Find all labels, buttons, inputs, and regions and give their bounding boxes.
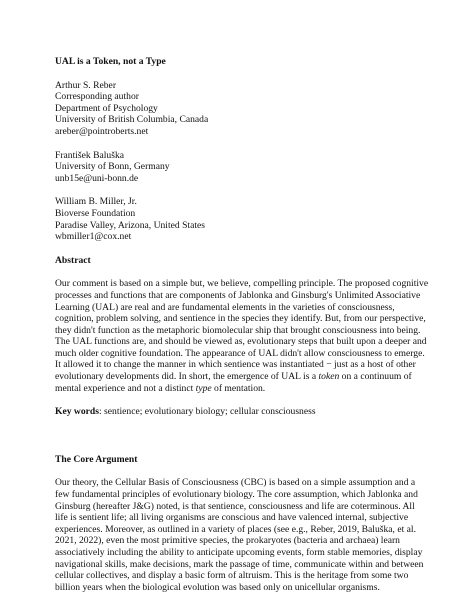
author-affiliation: University of Bonn, Germany — [55, 161, 170, 173]
abstract-line — [55, 371, 425, 383]
author-affiliation: Bioverse Foundation — [55, 207, 136, 219]
keywords-text: : sentience; evolutionary biology; cellular consciousness — [98, 406, 316, 418]
body-line: few fundamental principles of evolutionary biology. The core assumption, which Jablonka and — [55, 489, 418, 501]
abstract-line: The UAL functions are, and should be viewed as, evolutionary steps that built upon a deeper and — [55, 336, 427, 348]
core-argument-heading: The Core Argument — [55, 453, 138, 465]
author-name: William B. Miller, Jr. — [55, 196, 137, 208]
body-line: cellular collectives, and display a basic form of altruism. This is the heritage from some two — [55, 570, 409, 582]
emphasis-type: type — [195, 382, 212, 394]
abstract-line — [55, 383, 425, 395]
abstract-text: mental experience and not a distinct — [55, 382, 196, 394]
abstract-text: on a continuum of — [339, 371, 412, 383]
author-name: František Baluška — [55, 149, 125, 161]
author-email: wbmiller1@cox.net — [55, 231, 132, 243]
author-name: Arthur S. Reber — [55, 79, 117, 91]
emphasis-token: token — [318, 371, 340, 383]
abstract-line: Learning (UAL) are real and are fundamental elements in the varieties of consciousness, — [55, 301, 395, 313]
abstract-line: Our comment is based on a simple but, we believe, compelling principle. The proposed cognitive — [55, 278, 429, 290]
author-email: areber@pointroberts.net — [55, 125, 149, 137]
abstract-line: It allowed it to change the manner in which sentience was instantiated − just as a host of other — [55, 359, 416, 371]
body-line: billion years when the biological evolution was based only on unicellular organisms. — [55, 581, 380, 593]
body-line: Our theory, the Cellular Basis of Consciousness (CBC) is based on a simple assumption and a — [55, 477, 416, 489]
author-block-miller — [55, 196, 425, 242]
body-line: associatively including the ability to anticipate upcoming events, form stable memories, display — [55, 547, 423, 558]
author-affiliation: University of British Columbia, Canada — [55, 114, 209, 126]
abstract-text: of mentation. — [211, 382, 266, 394]
paper-title: UAL is a Token, not a Type — [55, 56, 166, 67]
core-argument-paragraph — [55, 477, 425, 593]
author-department: Department of Psychology — [55, 102, 158, 114]
body-line: 2021, 2022), even the most primitive species, the prokaryotes (bacteria and archaea) learn — [55, 535, 400, 547]
keywords — [55, 406, 425, 418]
abstract-heading: Abstract — [55, 254, 91, 266]
abstract-line: they didn't function as the metaphoric biomolecular ship that brought consciousness into being. — [55, 324, 421, 336]
abstract-line: much older cognitive foundation. The appearance of UAL didn't allow consciousness to emerge. — [55, 347, 425, 359]
author-block-reber — [55, 80, 425, 138]
body-line: experiences. Moreover, as outlined in a variety of places (see e.g., Reber, 2019, Baluška, et al. — [55, 523, 416, 535]
author-role: Corresponding author — [55, 91, 139, 103]
author-block-baluska — [55, 150, 425, 185]
abstract-text: evolutionary developments did. In short, the emergence of UAL is a — [55, 371, 319, 383]
keywords-label: Key words — [55, 406, 99, 418]
abstract-paragraph — [55, 278, 429, 394]
body-line: Ginsburg (hereafter J&G) noted, is that sentience, consciousness and life are coterminous. All — [55, 500, 415, 512]
abstract-line: cognition, problem solving, and sentience in the species they identify. But, from our perspective, — [55, 313, 426, 325]
paper-page — [55, 56, 429, 593]
body-line: life is sentient life; all living organisms are conscious and have valenced internal, subjective — [55, 512, 409, 524]
body-line: navigational skills, make decisions, mark the passage of time, communicate within and between — [55, 558, 424, 570]
author-location: Paradise Valley, Arizona, United States — [55, 219, 205, 231]
author-email: unb15e@uni-bonn.de — [55, 172, 139, 184]
abstract-line: processes and functions that are components of Jablonka and Ginsburg's Unlimited Associative — [55, 289, 421, 301]
